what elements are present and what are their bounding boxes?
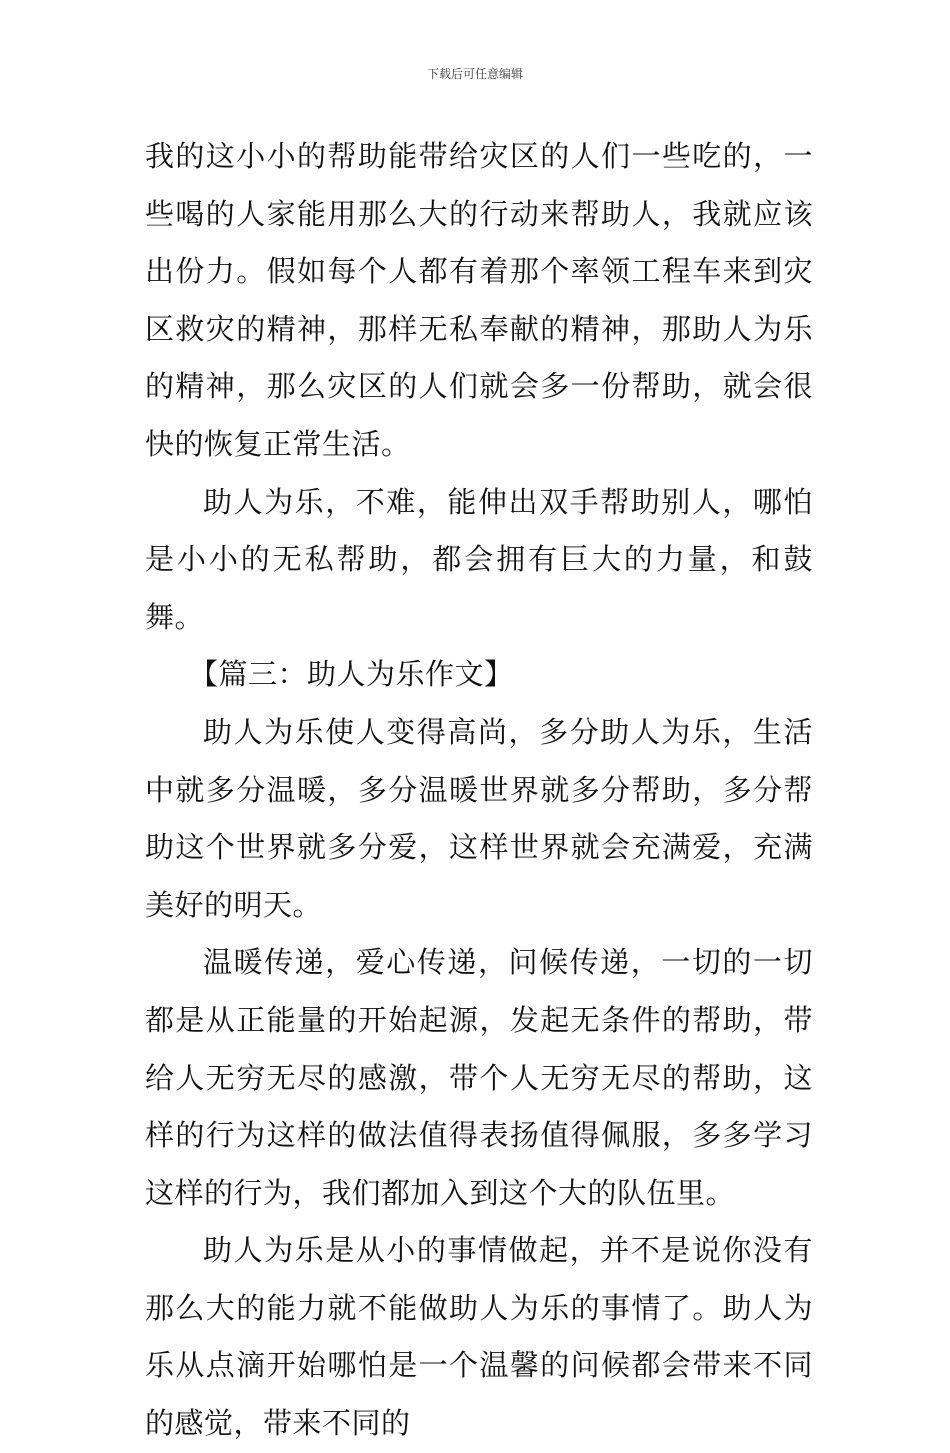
page-header-note: 下载后可任意编辑 [426,67,523,81]
paragraph-continuation: 我的这小小的帮助能带给灾区的人们一些吃的，一些喝的人家能用那么大的行动来帮助人，我就应该出份力。假如每个人都有着那个率领工程车来到灾区救灾的精神，那样无私奉献的精神，那助人为乐的精神，那么灾区的人们就会多一份帮助，就会很快的恢复正常生活。 [145,139,813,461]
section-heading: 【篇三：助人为乐作文】 [189,657,514,692]
paragraph: 助人为乐，不难，能伸出双手帮助别人，哪怕是小小的无私帮助，都会拥有巨大的力量，和鼓舞。 [145,484,813,634]
paragraph: 助人为乐使人变得高尚，多分助人为乐，生活中就多分温暖，多分温暖世界就多分帮助，多分帮助这个世界就多分爱，这样世界就会充满爱，充满美好的明天。 [145,714,813,922]
document-body [145,128,813,1453]
paragraph: 助人为乐是从小的事情做起，并不是说你没有那么大的能力就不能做助人为乐的事情了。助人为乐从点滴开始哪怕是一个温馨的问候都会带来不同的感觉，带来不同的 [145,1233,813,1441]
paragraph: 温暖传递，爱心传递，问候传递，一切的一切都是从正能量的开始起源，发起无条件的帮助，带给人无穷无尽的感激，带个人无穷无尽的帮助，这样的行为这样的做法值得表扬值得佩服，多多学习这样的行为，我们都加入到这个大的队伍里。 [145,945,813,1210]
